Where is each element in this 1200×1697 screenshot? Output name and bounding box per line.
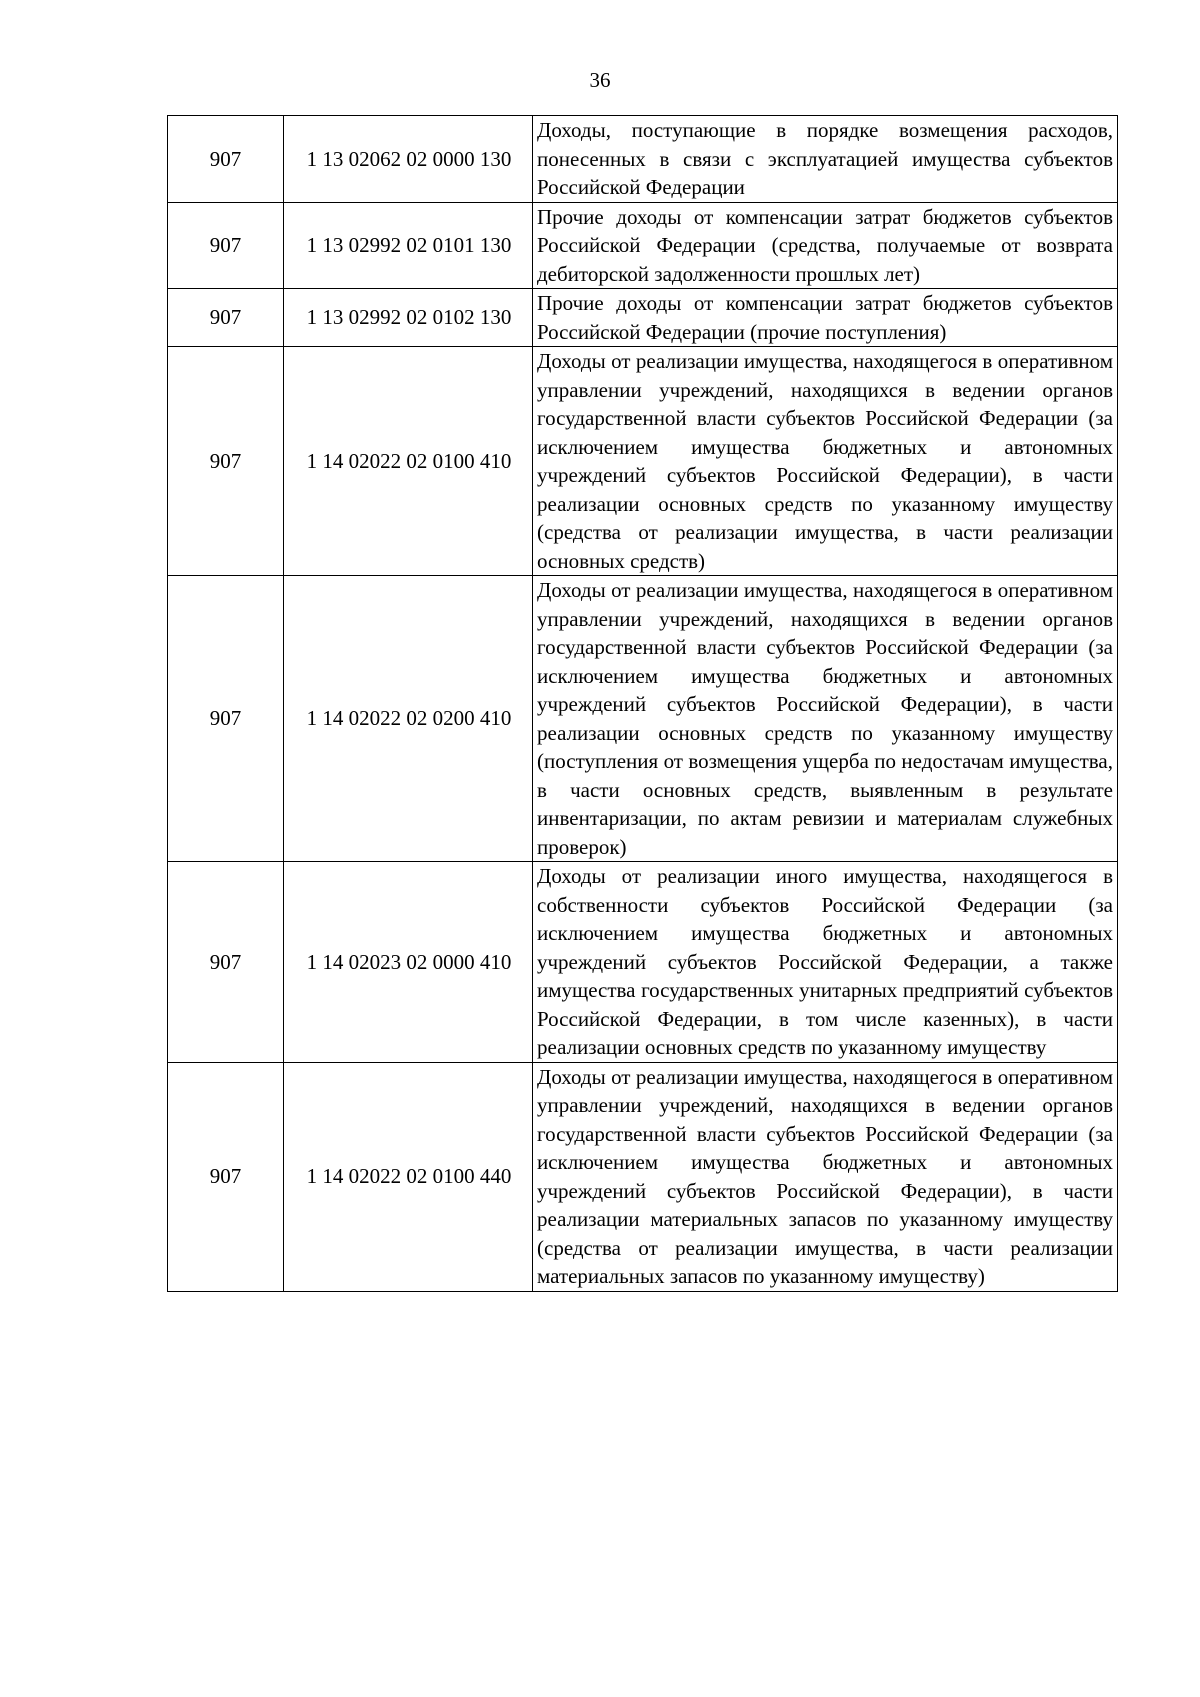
admin-code-cell: 907 bbox=[168, 347, 284, 576]
admin-code-cell: 907 bbox=[168, 1062, 284, 1291]
table-row bbox=[168, 289, 1118, 347]
description-cell: Прочие доходы от компенсации затрат бюджетов субъектов Российской Федерации (прочие поступления) bbox=[533, 289, 1118, 347]
admin-code-cell: 907 bbox=[168, 862, 284, 1063]
description-cell: Доходы от реализации иного имущества, находящегося в собственности субъектов Российской Федерации (за исключением имущества бюджетных и автономных учреждений субъектов Российской Федерации, а также имущества государственных унитарных предприятий субъектов Российской Федерации, в том числе казенных), в части реализации основных средств по указанному имуществу bbox=[533, 862, 1118, 1063]
admin-code-cell: 907 bbox=[168, 202, 284, 289]
table-row bbox=[168, 202, 1118, 289]
description-cell: Доходы от реализации имущества, находящегося в оперативном управлении учреждений, находящихся в ведении органов государственной власти субъектов Российской Федерации (за исключением имущества бюджетных и автономных учреждений субъектов Российской Федерации), в части реализации основных средств по указанному имуществу (поступления от возмещения ущерба по недостачам имущества, в части основных средств, выявленным в результате инвентаризации, по актам ревизии и материалам служебных проверок) bbox=[533, 576, 1118, 862]
table-row bbox=[168, 116, 1118, 203]
admin-code-cell: 907 bbox=[168, 289, 284, 347]
revenue-codes-table bbox=[167, 115, 1118, 1292]
description-cell: Прочие доходы от компенсации затрат бюджетов субъектов Российской Федерации (средства, получаемые от возврата дебиторской задолженности прошлых лет) bbox=[533, 202, 1118, 289]
budget-code-cell: 1 14 02022 02 0100 410 bbox=[284, 347, 533, 576]
budget-code-cell: 1 14 02023 02 0000 410 bbox=[284, 862, 533, 1063]
table-row bbox=[168, 347, 1118, 576]
admin-code-cell: 907 bbox=[168, 116, 284, 203]
table-row bbox=[168, 1062, 1118, 1291]
admin-code-cell: 907 bbox=[168, 576, 284, 862]
table-row bbox=[168, 862, 1118, 1063]
budget-code-cell: 1 14 02022 02 0200 410 bbox=[284, 576, 533, 862]
table-row bbox=[168, 576, 1118, 862]
budget-code-cell: 1 14 02022 02 0100 440 bbox=[284, 1062, 533, 1291]
page-number: 36 bbox=[589, 68, 611, 92]
budget-code-cell: 1 13 02992 02 0101 130 bbox=[284, 202, 533, 289]
budget-code-cell: 1 13 02992 02 0102 130 bbox=[284, 289, 533, 347]
description-cell: Доходы от реализации имущества, находящегося в оперативном управлении учреждений, находящихся в ведении органов государственной власти субъектов Российской Федерации (за исключением имущества бюджетных и автономных учреждений субъектов Российской Федерации), в части реализации основных средств по указанному имуществу (средства от реализации имущества, в части реализации основных средств) bbox=[533, 347, 1118, 576]
description-cell: Доходы, поступающие в порядке возмещения расходов, понесенных в связи с эксплуатацией имущества субъектов Российской Федерации bbox=[533, 116, 1118, 203]
budget-code-cell: 1 13 02062 02 0000 130 bbox=[284, 116, 533, 203]
description-cell: Доходы от реализации имущества, находящегося в оперативном управлении учреждений, находящихся в ведении органов государственной власти субъектов Российской Федерации (за исключением имущества бюджетных и автономных учреждений субъектов Российской Федерации), в части реализации материальных запасов по указанному имуществу (средства от реализации имущества, в части реализации материальных запасов по указанному имуществу) bbox=[533, 1062, 1118, 1291]
